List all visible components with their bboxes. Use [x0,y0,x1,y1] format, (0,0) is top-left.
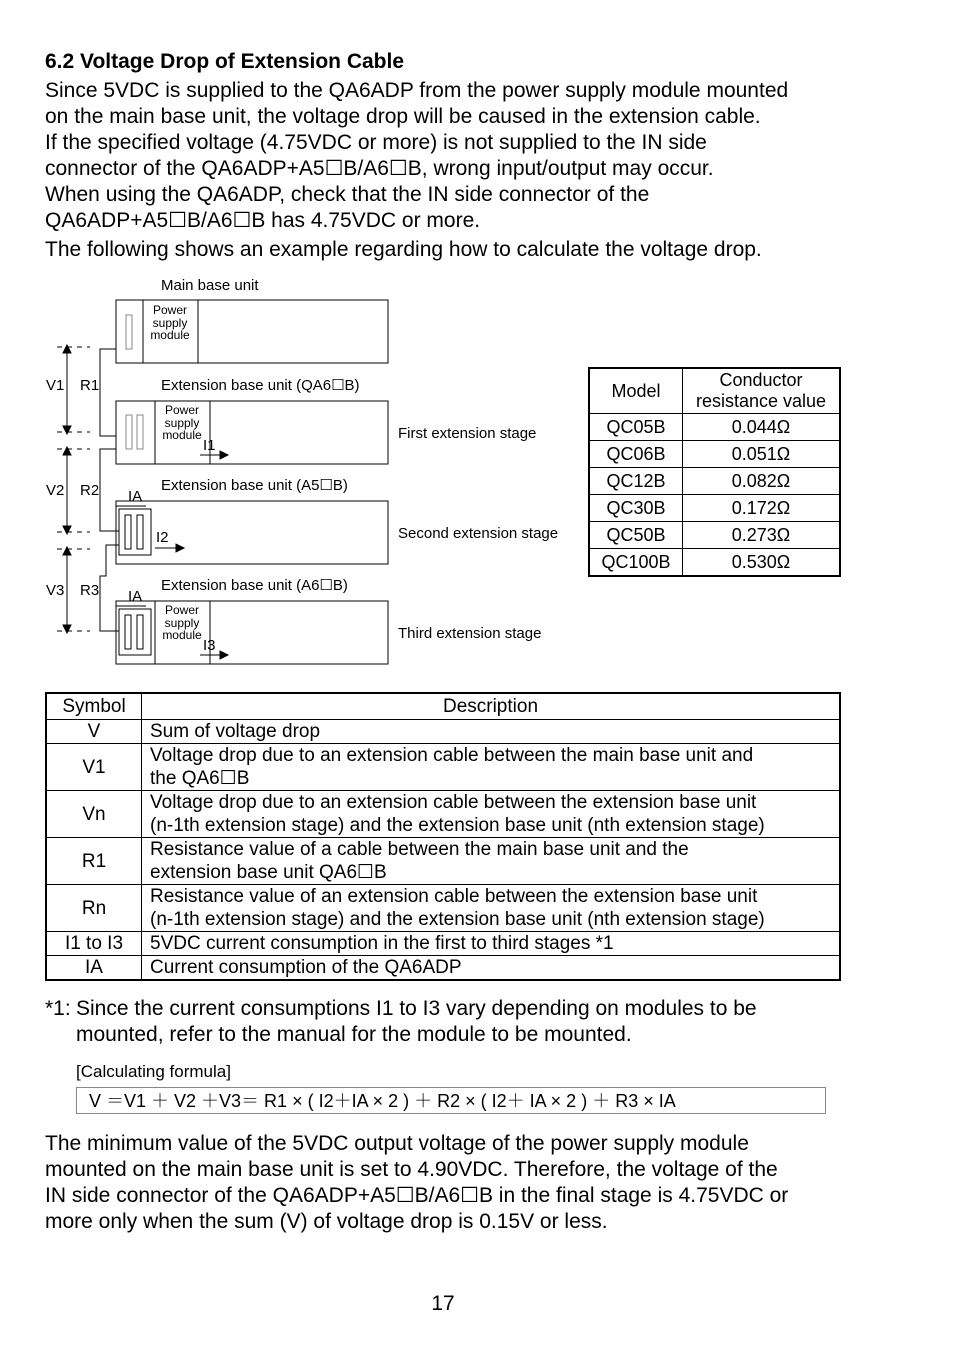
description-cell: Current consumption of the QA6ADP [142,956,841,981]
ia-label-2: IA [128,488,143,505]
resistance-cell: 0.082Ω [683,468,841,495]
intro-paragraph: Since 5VDC is supplied to the QA6ADP from the power supply module mounted on the main base unit, the voltage drop will be caused in the extension cable. [45,79,789,128]
symbol-cell: V [46,720,142,744]
example-intro: The following shows an example regarding how to calculate the voltage drop. [45,238,762,261]
symbol-cell: IA [46,956,142,981]
table-row [589,441,840,468]
current-i3-label: I3 [203,637,216,654]
conductor-resistance-table [588,367,841,577]
resistance-cell: 0.172Ω [683,495,841,522]
description-cell: Voltage drop due to an extension cable between the main base unit and the QA6☐B [142,744,841,791]
header-model: Model [589,368,683,414]
ext-base-2-label: Extension base unit (A5☐B) [161,477,348,494]
header-resistance: Conductor resistance value [683,368,841,414]
stage2-label: Second extension stage [398,525,559,542]
table-header-row [46,693,840,720]
ia-label-3: IA [128,588,143,605]
check-paragraph: When using the QA6ADP, check that the IN side connector of the QA6ADP+A5☐B/A6☐B has 4.75VDC or more. [45,183,650,232]
conclusion-paragraph: The minimum value of the 5VDC output voltage of the power supply module mounted on the main base unit is set to 4.90VDC. Therefore, the voltage of the IN side connector of the QA6ADP+A5☐B/A6☐B in the final stage is 4.75VDC or more only when the sum (V) of voltage drop is 0.15V or less. [45,1132,789,1233]
ext-base-1-label: Extension base unit (QA6☐B) [161,377,360,394]
table-row [589,468,840,495]
stage1-label: First extension stage [398,425,537,442]
table-row [46,956,840,981]
r2-label: R2 [80,482,100,499]
footnote-text: Since the current consumptions I1 to I3 vary depending on modules to be mounted, refer to the manual for the module to be mounted. [76,997,757,1046]
footnote-mark: *1: [45,997,71,1020]
section-heading: 6.2 Voltage Drop of Extension Cable [45,50,405,73]
table-row [589,495,840,522]
table-row [46,744,840,791]
resistance-cell: 0.273Ω [683,522,841,549]
table-header-row [589,368,840,414]
table-row [46,932,840,956]
formula-box: V ＝V1 ＋ V2 ＋V3＝ R1 × ( I2＋IA × 2 ) ＋ R2 × ( I2＋ IA × 2 ) ＋ R3 × IA [76,1087,826,1114]
symbol-cell: R1 [46,838,142,885]
symbol-cell: I1 to I3 [46,932,142,956]
header-symbol: Symbol [46,693,142,720]
model-cell: QC50B [589,522,683,549]
table-row [46,838,840,885]
model-cell: QC05B [589,414,683,441]
psu-label-ext1: Power supply module [162,403,202,442]
page-number: 17 [431,1292,455,1315]
description-cell: Resistance value of an extension cable between the extension base unit (n-1th extension stage) and the extension base unit (nth extension stage) [142,885,841,932]
table-row [46,791,840,838]
symbol-description-table [45,692,841,981]
stage3-label: Third extension stage [398,625,542,642]
psu-label-ext3: Power supply module [162,603,202,642]
resistance-cell: 0.530Ω [683,549,841,577]
resistance-cell: 0.051Ω [683,441,841,468]
model-cell: QC100B [589,549,683,577]
table-row [589,414,840,441]
symbol-cell: V1 [46,744,142,791]
cable-r1 [100,349,116,436]
qa6adp-module-2 [119,509,151,555]
ext-base-3-label: Extension base unit (A6☐B) [161,577,348,594]
psu-label-main: Power supply module [150,303,190,342]
header-description: Description [142,693,841,720]
model-cell: QC30B [589,495,683,522]
v2-label: V2 [46,482,65,499]
r1-label: R1 [80,377,100,394]
description-cell: Resistance value of a cable between the main base unit and the extension base unit QA6☐B [142,838,841,885]
symbol-cell: Rn [46,885,142,932]
symbol-cell: Vn [46,791,142,838]
resistance-cell: 0.044Ω [683,414,841,441]
description-cell: Voltage drop due to an extension cable between the extension base unit (n-1th extension stage) and the extension base unit (nth extension stage) [142,791,841,838]
qa6adp-module-3 [119,609,151,655]
description-cell: Sum of voltage drop [142,720,841,744]
v1-label: V1 [46,377,65,394]
v3-label: V3 [46,582,65,599]
table-row [589,522,840,549]
r3-label: R3 [80,582,100,599]
description-cell: 5VDC current consumption in the first to third stages *1 [142,932,841,956]
model-cell: QC12B [589,468,683,495]
warning-paragraph: If the specified voltage (4.75VDC or more) is not supplied to the IN side connector of the QA6ADP+A5☐B/A6☐B, wrong input/output may occur. [45,131,714,180]
table-row [46,885,840,932]
main-base-unit-label: Main base unit [161,277,259,294]
table-row [46,720,840,744]
formula-label: [Calculating formula] [76,1062,231,1081]
current-i1-label: I1 [203,437,216,454]
table-row [589,549,840,577]
model-cell: QC06B [589,441,683,468]
current-i2-label: I2 [156,529,169,546]
